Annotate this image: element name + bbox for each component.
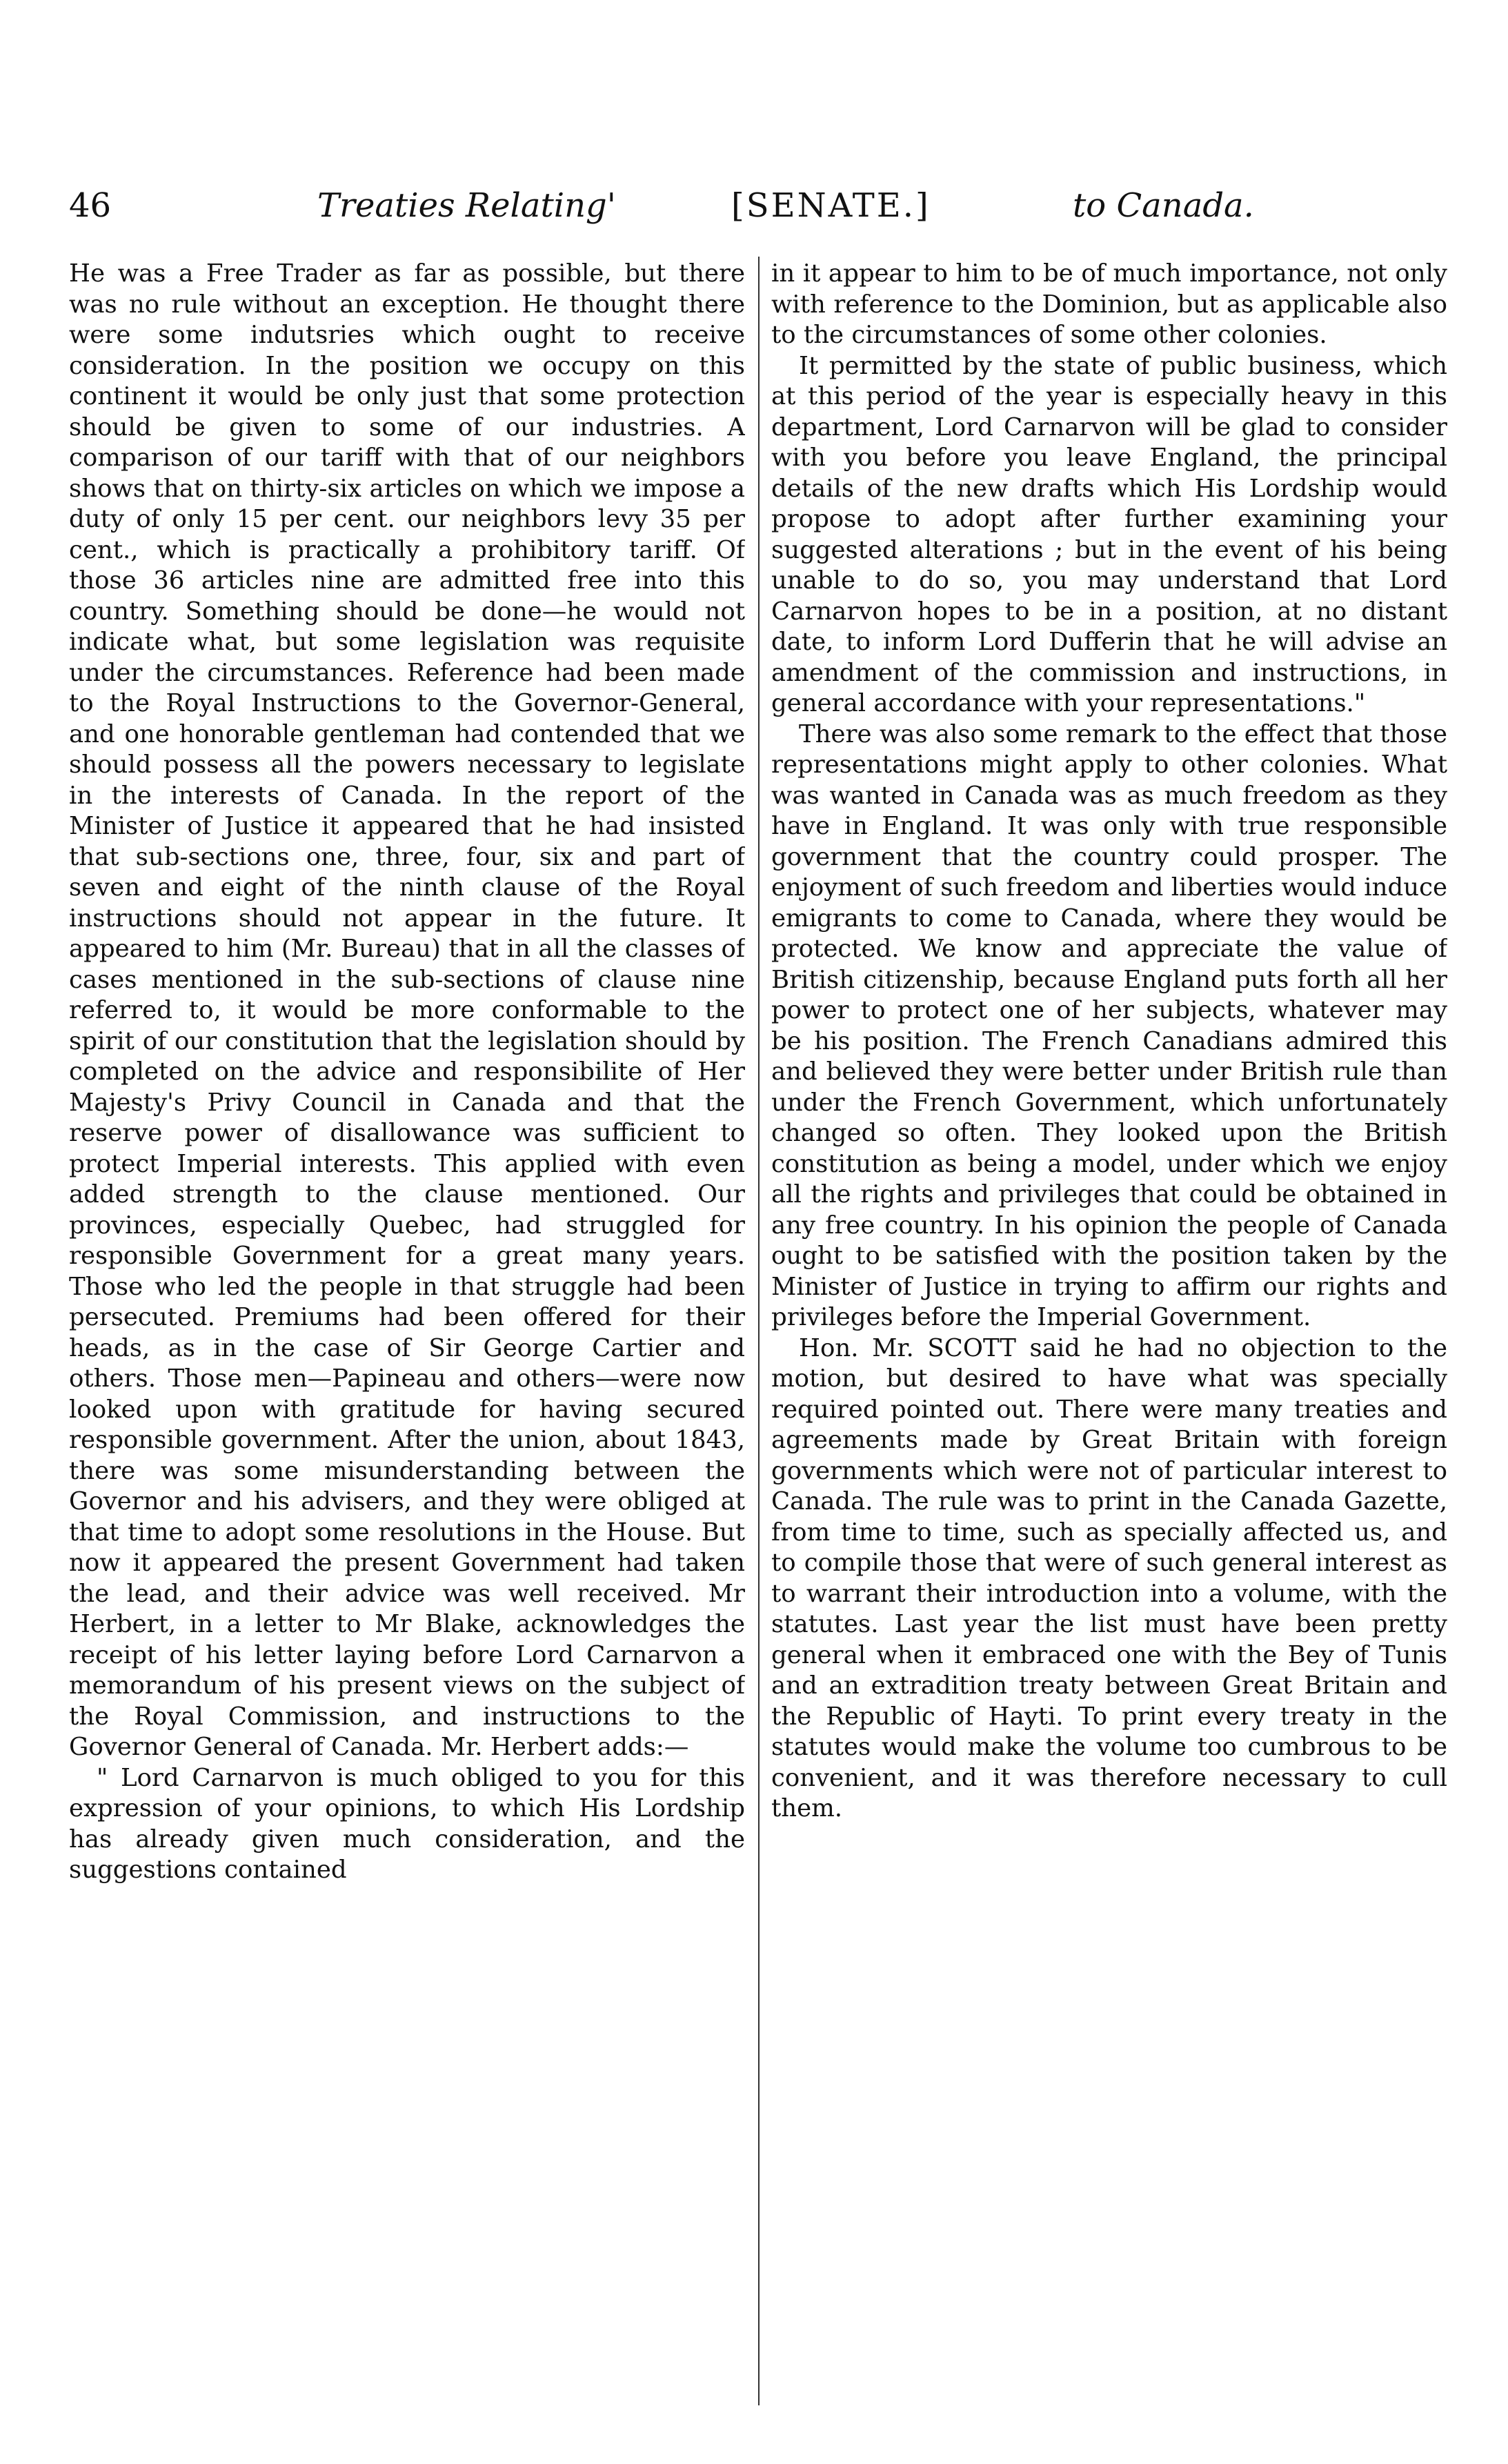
column-divider: [758, 257, 760, 2405]
page-number: 46: [69, 186, 112, 225]
right-column: [771, 259, 1447, 2404]
paragraph: He was a Free Trader as far as possible, but there was no rule without an exception. He thought there were some indutsries which ought to receive consideration. In the position we occupy on this continent it would be only just that some protection should be given to some of our industries. A comparison of our tariff with that of our neighbors shows that on thirty-six articles on which we impose a duty of only 15 per cent. our neighbors levy 35 per cent., which is practically a prohibitory tariff. Of those 36 articles nine are admitted free into this country. Something should be done—he would not indicate what, but some legislation was requisite under the circumstances. Reference had been made to the Royal Instructions to the Governor-General, and one honorable gentleman had contended that we should possess all the powers necessary to legislate in the interests of Canada. In the report of the Minister of Justice it appeared that he had insisted that sub-sections one, three, four, six and part of seven and eight of the ninth clause of the Royal instructions should not appear in the future. It appeared to him (Mr. Bureau) that in all the classes of cases mentioned in the sub-sections of clause nine referred to, it would be more conformable to the spirit of our constitution that the legislation should by completed on the advice and responsibilite of Her Majesty's Privy Council in Canada and that the reserve power of disallowance was sufficient to protect Imperial interests. This applied with even added strength to the clause mentioned. Our provinces, especially Quebec, had struggled for responsible Government for a great many years. Those who led the people in that struggle had been persecuted. Premiums had been offered for their heads, as in the case of Sir George Cartier and others. Those men—Papineau and others—were now looked upon with gratitude for having secured responsible government. After the union, about 1843, there was some misunderstanding between the Governor and his advisers, and they were obliged at that time to adopt some resolutions in the House. But now it appeared the present Government had taken the lead, and their advice was well received. Mr Herbert, in a letter to Mr Blake, acknowledges the receipt of his letter laying before Lord Carnarvon a memorandum of his present views on the subject of the Royal Commission, and instructions to the Governor General of Canada. Mr. Herbert adds:—: [69, 259, 745, 1761]
paragraph: There was also some remark to the effect that those representations might apply to other colonies. What was wanted in Canada was as much freedom as they have in England. It was only with true responsible government that the country could prosper. The enjoyment of such freedom and liberties would induce emigrants to come to Canada, where they would be protected. We know and appreciate the value of British citizenship, because England puts forth all her power to protect one of her subjects, whatever may be his position. The French Canadians admired this and believed they were better under British rule than under the French Government, which unfortunately changed so often. They looked upon the British constitution as being a model, under which we enjoy all the rights and privileges that could be obtained in any free country. In his opinion the people of Canada ought to be satisfied with the position taken by the Minister of Justice in trying to affirm our rights and privileges before the Imperial Government.: [771, 719, 1447, 1331]
header-right-title: to Canada.: [1073, 186, 1254, 225]
header-center-title: [SENATE.]: [731, 186, 931, 225]
paragraph: Hon. Mr. SCOTT said he had no objection to the motion, but desired to have what was specially required pointed out. There were many treaties and agreements made by Great Britain with foreign governments which were not of particular interest to Canada. The rule was to print in the Canada Gazette, from time to time, such as specially affected us, and to compile those that were of such general interest as to warrant their introduction into a volume, with the statutes. Last year the list must have been pretty general when it embraced one with the Bey of Tunis and an extradition treaty between Great Britain and the Republic of Hayti. To print every treaty in the statutes would make the volume too cumbrous to be convenient, and it was therefore necessary to cull them.: [771, 1333, 1447, 1822]
paragraph: in it appear to him to be of much importance, not only with reference to the Dominion, but as applicable also to the circumstances of some other colonies.: [771, 259, 1447, 349]
paragraph: " Lord Carnarvon is much obliged to you for this expression of your opinions, to which His Lordship has already given much consideration, and the suggestions contained: [69, 1763, 745, 1884]
header-left-title: Treaties Relating': [317, 186, 616, 225]
paragraph: It permitted by the state of public business, which at this period of the year is especially heavy in this department, Lord Carnarvon will be glad to consider with you before you leave England, the principal details of the new drafts which His Lordship would propose to adopt after further examining your suggested alterations ; but in the event of his being unable to do so, you may understand that Lord Carnarvon hopes to be in a position, at no distant date, to inform Lord Dufferin that he will advise an amendment of the commission and instructions, in general accordance with your representations.": [771, 351, 1447, 717]
running-header: [69, 178, 1442, 233]
left-column: [69, 259, 745, 2404]
